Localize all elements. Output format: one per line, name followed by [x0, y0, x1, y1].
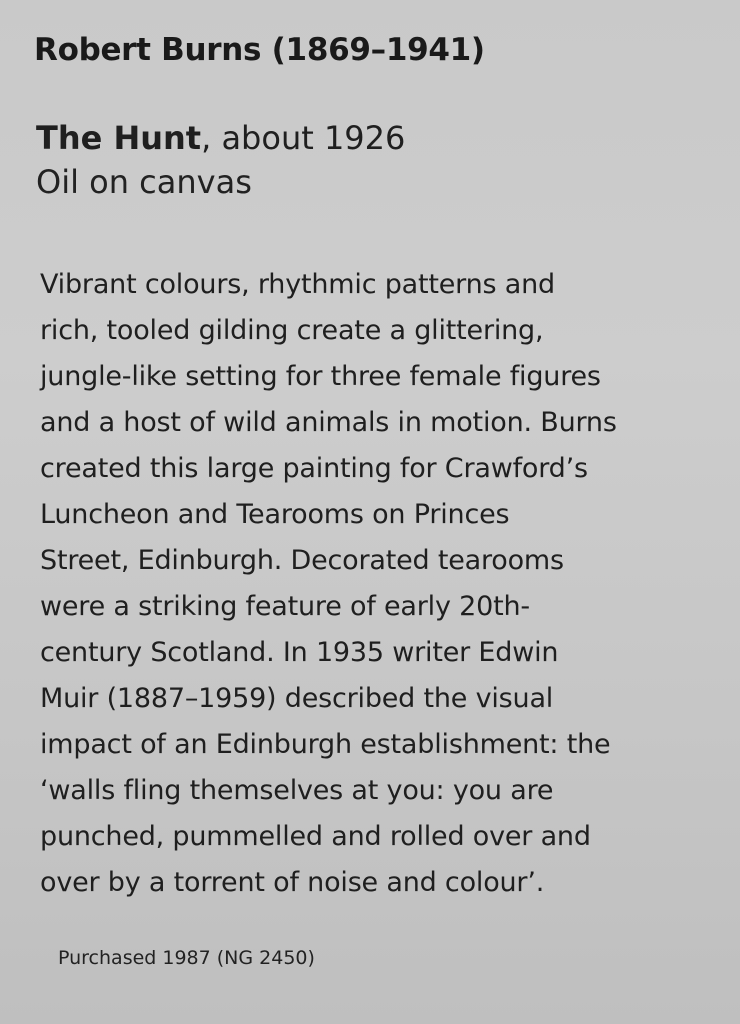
description-line: Luncheon and Tearooms on Princes [40, 499, 510, 530]
description-line: punched, pummelled and rolled over and [40, 821, 591, 852]
description-line: Muir (1887–1959) described the visual [40, 683, 554, 714]
description-line: created this large painting for Crawford’s [40, 453, 588, 484]
description-line: century Scotland. In 1935 writer Edwin [40, 637, 559, 668]
description-line: ‘walls fling themselves at you: you are [40, 775, 554, 806]
description-line: Vibrant colours, rhythmic patterns and [40, 269, 555, 300]
description-line: over by a torrent of noise and colour’. [40, 867, 545, 898]
description-line: and a host of wild animals in motion. Burns [40, 407, 617, 438]
description-line: impact of an Edinburgh establishment: the [40, 729, 611, 760]
artwork-title-line [36, 118, 690, 158]
artwork-medium: Oil on canvas [36, 163, 252, 201]
acquisition-credit: Purchased 1987 (NG 2450) [58, 947, 315, 969]
description-line: jungle-like setting for three female figures [40, 361, 601, 392]
description-line: rich, tooled gilding create a glittering, [40, 315, 544, 346]
artwork-title: The Hunt [36, 119, 202, 157]
description-line: were a striking feature of early 20th- [40, 591, 530, 622]
description-line: Street, Edinburgh. Decorated tearooms [40, 545, 564, 576]
artwork-description [40, 262, 680, 906]
artwork-date: , about 1926 [201, 119, 406, 157]
artist-name: Robert Burns (1869–1941) [34, 32, 485, 68]
